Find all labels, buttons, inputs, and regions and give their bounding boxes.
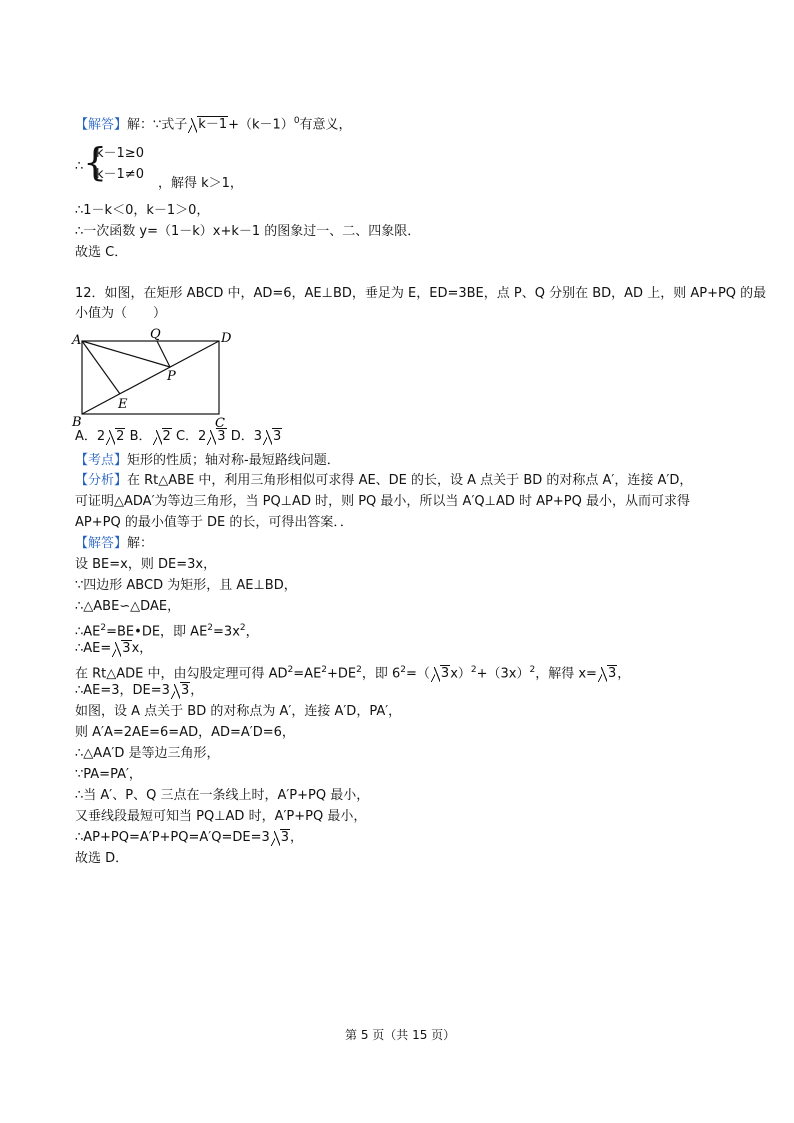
fenxi-tag: 【分析】 (75, 473, 128, 488)
sqrt-radical: 3 (271, 829, 290, 847)
q12-step13: 又垂线段最短可知当 PQ⊥AD 时，A′P+PQ 最小， (75, 809, 367, 824)
system-brace: { (83, 140, 108, 184)
diagonal-bd (82, 341, 219, 414)
q12-step4: $\therefore AE^2=BE•DE$，即 $AE^2=3x^2$， (75, 623, 259, 640)
q12-step1: 设 BE=x，则 DE=3x， (75, 557, 217, 572)
q11-solve: ，解得 k＞1， (158, 176, 243, 191)
label-c: C (215, 416, 225, 430)
sqrt-radical: 3 (598, 665, 617, 683)
segment-ae (82, 341, 120, 394)
kaodian-text: 矩形的性质；轴对称-最短路线问题． (127, 453, 340, 468)
q12-step8: 如图，设 A 点关于 BD 的对称点为 A′，连接 A′D，PA′， (75, 704, 402, 719)
sqrt-radical: 3 (171, 682, 190, 700)
segment-pq (157, 341, 170, 367)
q11-l1-sup: 0 (293, 116, 300, 126)
q12-fenxi-line1 (75, 472, 692, 490)
page-footer: 第 5 页（共 15 页） (345, 1028, 456, 1042)
choice-d: D．3 (230, 429, 263, 444)
q12-choices (75, 428, 282, 446)
q12-step2: ∵四边形 ABCD 为矩形，且 AE⊥BD， (75, 578, 297, 593)
rectangle-figure (70, 325, 240, 430)
q11-system-row2: k－1≠0 (96, 167, 144, 182)
q12-fenxi-line2: 可证明△ADA′为等边三角形，当 PQ⊥AD 时，则 PQ 最小，所以当 A′Q⊥AD 时 AP+PQ 最小，从而可求得 (75, 494, 690, 509)
sqrt-radical: 3 (207, 428, 226, 446)
label-q: Q (150, 327, 161, 342)
fenxi-text1: 在 Rt△ABE 中，利用三角形相似可求得 AE、DE 的长，设 A 点关于 BD 的对称点 A′，连接 A′D， (127, 473, 693, 488)
q12-step6: 在 Rt△ADE 中，由勾股定理可得 $AD^2=AE^2+DE^2$，即 $6^2=$（ $3x)^2+(3x)^2$，解得 x= 3， (75, 665, 631, 682)
choice-b: B． (129, 429, 152, 444)
q12-step5: ∴AE= 3x， (75, 641, 153, 656)
q12-step3: ∴△ABE∽△DAE， (75, 599, 181, 614)
sqrt-radical: k－1 (188, 116, 228, 134)
segment-ap (82, 341, 170, 367)
q12-step7: ∴AE=3，DE=3 3， (75, 683, 204, 698)
jieda-text: 解： (127, 536, 154, 551)
label-a: A (72, 333, 82, 348)
q11-l1-text: 解：∵式子 (127, 117, 188, 133)
q12-stem-line2: 小值为（ ） (75, 306, 167, 321)
q12-jieda-head (75, 535, 153, 553)
choice-c: C．2 (175, 429, 207, 444)
jieda-tag: 【解答】 (75, 536, 128, 551)
sqrt-radical: 2 (153, 428, 172, 446)
q11-line4: ∴一次函数 y=（1－k）x+k－1 的图象过一、二、四象限． (75, 224, 421, 239)
q11-line5: 故选 C． (75, 245, 128, 260)
kaodian-tag: 【考点】 (75, 453, 128, 468)
q12-fenxi-line3: AP+PQ 的最小值等于 DE 的长，可得出答案．． (75, 515, 353, 530)
q11-l1-end: 有意义， (299, 117, 352, 133)
q12-step14: ∴AP+PQ=A′P+PQ=A′Q=DE=3 3， (75, 830, 304, 845)
q12-step10: ∴△AA′D 是等边三角形， (75, 746, 220, 761)
q12-step15: 故选 D． (75, 851, 129, 866)
choice-a: A．2 (75, 429, 106, 444)
q12-step12: ∴当 A′、P、Q 三点在一条线上时，A′P+PQ 最小， (75, 788, 370, 803)
q11-l1-mid: +（k－1） (228, 117, 294, 133)
q11-line3: ∴1－k＜0，k－1＞0， (75, 203, 210, 218)
answer-tag: 【解答】 (75, 117, 128, 133)
q12-stem-line1: 12．如图，在矩形 ABCD 中，AD=6，AE⊥BD，垂足为 E，ED=3BE，点 P、Q 分别在 BD，AD 上，则 AP+PQ 的最 (75, 286, 767, 301)
q12-step9: 则 A′A=2AE=6=AD，AD=A′D=6， (75, 725, 295, 740)
sqrt-radical: 3 (263, 428, 282, 446)
q11-therefore: ∴ (75, 159, 84, 174)
label-d: D (221, 331, 232, 346)
q12-kaodian (75, 452, 340, 470)
sqrt-radical: 3 (112, 640, 131, 658)
sqrt-radical: 3 (431, 665, 450, 683)
label-p: P (167, 369, 176, 384)
label-b: B (72, 415, 82, 430)
label-e: E (118, 397, 128, 412)
q11-system-row1: k－1≥0 (96, 146, 144, 161)
sqrt-radical: 2 (106, 428, 125, 446)
q12-step11: ∵PA=PA′， (75, 767, 142, 782)
q11-answer-line1 (75, 112, 352, 134)
